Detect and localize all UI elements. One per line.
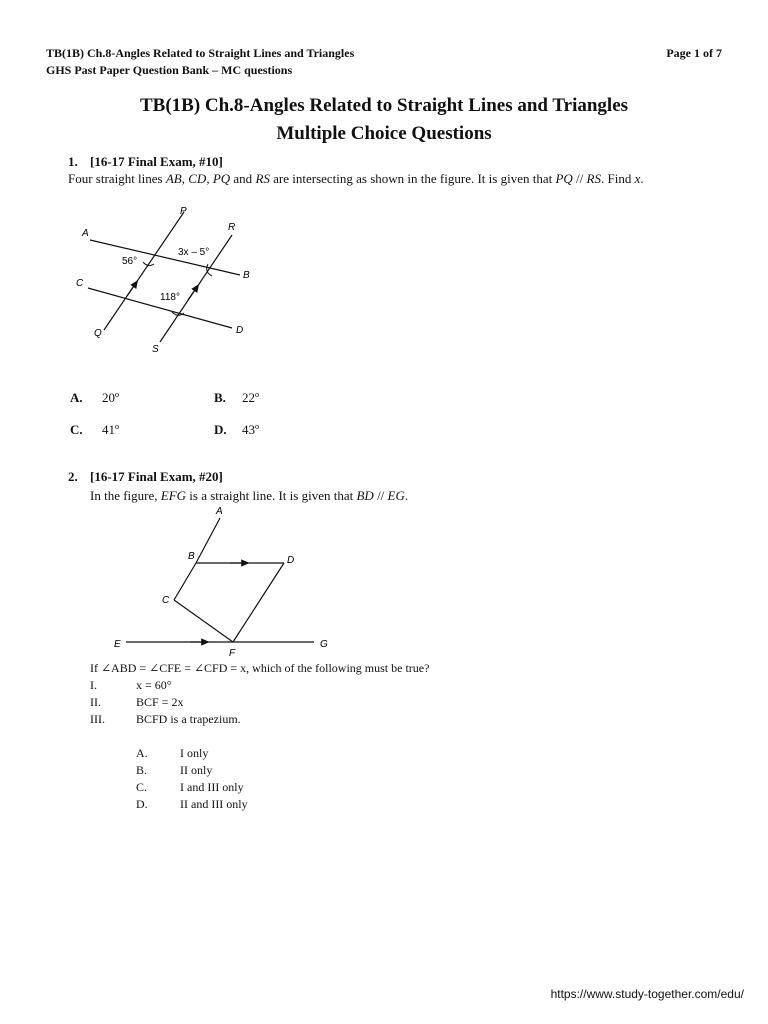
q2-option-b-text: II only (180, 763, 213, 777)
statement-2-roman: II. (90, 695, 101, 709)
question-2-source: [16-17 Final Exam, #20] (90, 469, 223, 484)
label-p: P (180, 206, 187, 217)
question-1-number: 1. (68, 154, 78, 169)
page-title: TB(1B) Ch.8-Angles Related to Straight Lines and Triangles (139, 95, 629, 116)
question-1-figure (60, 200, 280, 360)
q1-option-b-letter: B. (214, 390, 226, 405)
label-b2: B (188, 551, 195, 562)
q1-option-a-text: 20º (102, 390, 120, 405)
page-subtitle: Multiple Choice Questions (276, 123, 492, 144)
angle-label-56: 56° (122, 256, 138, 267)
statement-1-roman: I. (90, 678, 97, 692)
label-a: A (82, 228, 89, 239)
label-g2: G (320, 639, 328, 650)
line-ab2 (196, 518, 220, 563)
line-bc (174, 563, 196, 600)
question-2-figure (100, 500, 350, 660)
label-e2: E (114, 639, 121, 650)
q2-option-d-text: II and III only (180, 797, 248, 811)
label-a2: A (216, 506, 223, 517)
q1-option-d-text: 43º (242, 422, 260, 437)
q2-option-c-text: I and III only (180, 780, 244, 794)
q1-option-a-letter: A. (70, 390, 83, 405)
angle-label-3x: 3x – 5° (178, 247, 210, 258)
label-d2: D (287, 555, 295, 566)
running-header-title: TB(1B) Ch.8-Angles Related to Straight Lines and Triangles (46, 46, 355, 60)
page-number: Page 1 of 7 (666, 46, 722, 60)
q2-option-a-text: I only (180, 746, 209, 760)
footer-url[interactable]: https://www.study-together.com/edu/ (550, 987, 744, 1001)
statement-3-text: BCFD is a trapezium. (136, 712, 241, 726)
label-c: C (76, 278, 84, 289)
q1-option-c-text: 41º (102, 422, 120, 437)
question-1-stem: Four straight lines AB, CD, PQ and RS are intersecting as shown in the figure. It is given that PQ // RS. Find x. (68, 171, 644, 186)
label-q: Q (94, 328, 102, 339)
q1-option-c-letter: C. (70, 422, 83, 437)
statement-3-roman: III. (90, 712, 105, 726)
q2-option-d-letter: D. (136, 797, 148, 811)
running-header-subtitle: GHS Past Paper Question Bank – MC questions (46, 63, 293, 77)
q1-option-d-letter: D. (214, 422, 227, 437)
parallel-arrow-pq (127, 283, 136, 296)
line-df (233, 563, 284, 642)
statement-2-text: BCF = 2x (136, 695, 184, 709)
question-2-condition: If ∠ABD = ∠CFE = ∠CFD = x, which of the following must be true? (90, 661, 430, 675)
parallel-arrow-rs (188, 287, 197, 300)
statement-1-text: x = 60° (136, 678, 172, 692)
label-s: S (152, 344, 159, 355)
q2-option-b-letter: B. (136, 763, 148, 777)
question-1-source: [16-17 Final Exam, #10] (90, 154, 223, 169)
label-d: D (236, 325, 244, 336)
label-c2: C (162, 595, 170, 606)
q2-option-c-letter: C. (136, 780, 148, 794)
question-2-stem: In the figure, EFG is a straight line. It is given that BD // EG. (90, 488, 409, 503)
line-cf (174, 600, 233, 642)
label-b: B (243, 270, 250, 281)
angle-label-118: 118° (160, 292, 180, 303)
question-2-number: 2. (68, 469, 78, 484)
q2-option-a-letter: A. (136, 746, 148, 760)
q1-option-b-text: 22º (242, 390, 260, 405)
label-r: R (228, 222, 236, 233)
label-f2: F (229, 648, 236, 659)
